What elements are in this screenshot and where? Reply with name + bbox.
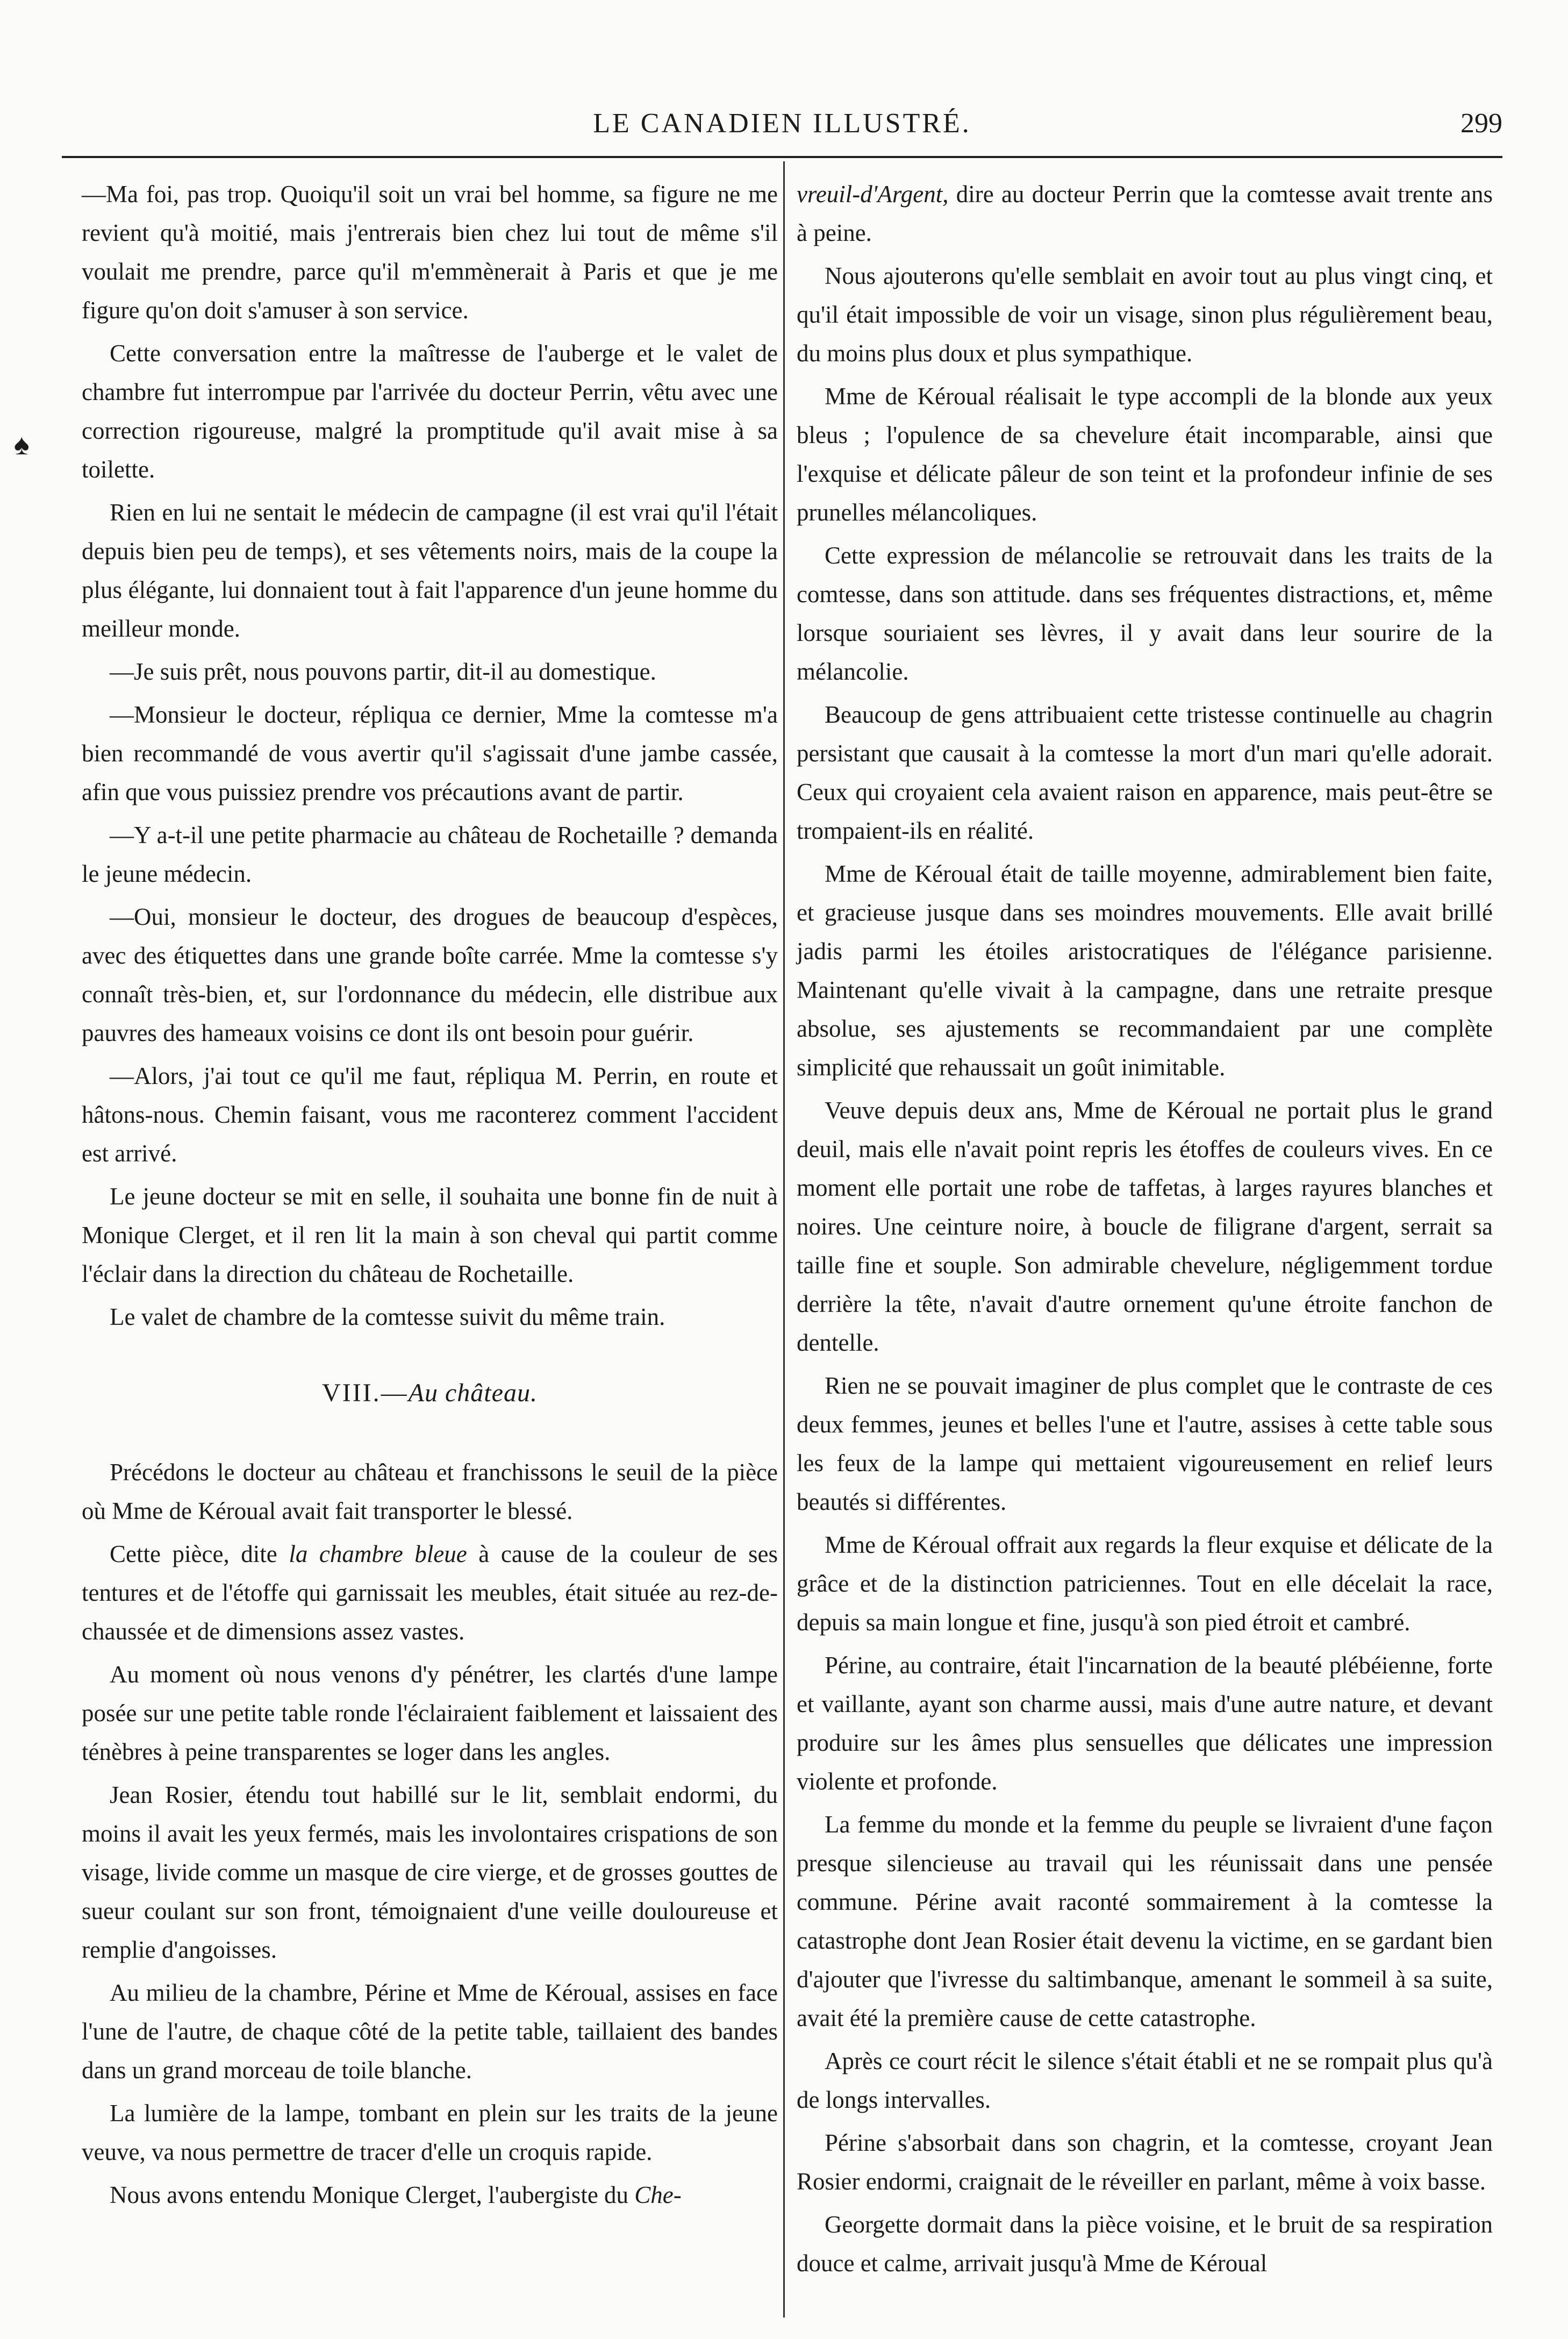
- paragraph: Rien en lui ne sentait le médecin de campagne (il est vrai qu'il l'était depuis bien peu de temps), et ses vêtements noirs, mais de la coupe la plus élégante, lui donnaient tout à fait l'apparence d'un jeune homme du meilleur monde.: [82, 499, 778, 642]
- italic-text: vreuil-d'Argent,: [797, 181, 949, 208]
- paragraph: —Je suis prêt, nous pouvons partir, dit-il au domestique.: [110, 658, 656, 685]
- paragraph: La lumière de la lampe, tombant en plein sur les traits de la jeune veuve, va nous permettre de tracer d'elle un croquis rapide.: [82, 2100, 778, 2165]
- paragraph: Veuve depuis deux ans, Mme de Kéroual ne portait plus le grand deuil, mais elle n'avait point repris les étoffes de couleurs vives. En ce moment elle portait une robe de taffetas, à larges rayures blanches et noires. Une ceinture noire, à boucle de filigrane d'argent, serrait sa taille fine et souple. Son admirable chevelure, négligemment tordue derrière la tête, n'avait d'autre ornement qu'une étroite fanchon de dentelle.: [797, 1097, 1493, 1356]
- paragraph: —Alors, j'ai tout ce qu'il me faut, répliqua M. Perrin, en route et hâtons-nous. Chemin faisant, vous me raconterez comment l'accident est arrivé.: [82, 1062, 778, 1167]
- text-run: dire au docteur Perrin que la comtesse avait trente ans à peine.: [797, 181, 1493, 246]
- paragraph: Le jeune docteur se mit en selle, il souhaita une bonne fin de nuit à Monique Clerget, et il ren lit la main à son cheval qui partit comme l'éclair dans la direction du château de Rochetaille.: [82, 1183, 778, 1287]
- paragraph: [82, 2176, 778, 2214]
- paragraph: Mme de Kéroual était de taille moyenne, admirablement bien faite, et gracieuse jusque dans ses moindres mouvements. Elle avait brillé jadis parmi les étoiles aristocratiques de l'élégance parisienne. Maintenant qu'elle vivait à la campagne, dans une retraite presque absolue, ses ajustements se recommandaient par une complète simplicité que rehaussait un goût inimitable.: [797, 860, 1493, 1081]
- section-title: Au château.: [408, 1379, 538, 1407]
- paragraph: Précédons le docteur au château et franchissons le seuil de la pièce où Mme de Kéroual avait fait transporter le blessé.: [82, 1459, 778, 1524]
- paragraph: —Ma foi, pas trop. Quoiqu'il soit un vrai bel homme, sa figure ne me revient qu'à moitié, mais j'entrerais bien chez lui tout de même s'il voulait me prendre, parce qu'il m'emmènerait à Paris et que je me figure qu'on doit s'amuser à son service.: [82, 181, 778, 324]
- paragraph: Au moment où nous venons d'y pénétrer, les clartés d'une lampe posée sur une petite table ronde l'éclairaient faiblement et laissaient des ténèbres à peine transparentes se loger dans les angles.: [82, 1661, 778, 1765]
- page-number: 299: [1460, 108, 1502, 139]
- left-column: [82, 175, 778, 2214]
- paragraph: [82, 1535, 778, 1651]
- paragraph: La femme du monde et la femme du peuple se livraient d'une façon presque silencieuse au travail qui les réunissait dans une pensée commune. Périne avait raconté sommairement à la comtesse la catastrophe dont Jean Rosier était devenu la victime, en se gardant bien d'ajouter que l'ivresse du saltimbanque, amenant le sommeil à sa suite, avait été la première cause de cette catastrophe.: [797, 1811, 1493, 2031]
- margin-mark: ♠: [14, 429, 30, 461]
- paragraph: Rien ne se pouvait imaginer de plus complet que le contraste de ces deux femmes, jeunes et belles l'une et l'autre, assises à cette table sous les feux de la lampe qui mettaient vigoureusement en relief leurs beautés si différentes.: [797, 1372, 1493, 1515]
- paragraph: Cette conversation entre la maîtresse de l'auberge et le valet de chambre fut interrompue par l'arrivée du docteur Perrin, vêtu avec une correction rigoureuse, malgré la promptitude qu'il avait mise à sa toilette.: [82, 340, 778, 483]
- paragraph: Beaucoup de gens attribuaient cette tristesse continuelle au chagrin persistant que causait à la comtesse la mort d'un mari qu'elle adorait. Ceux qui croyaient cela avaient raison en apparence, mais peut-être se trompaient-ils en réalité.: [797, 701, 1493, 844]
- text-run: à cause de la couleur de ses tentures et de l'étoffe qui garnissait les meubles, était située au rez-de-chaussée et de dimensions assez vastes.: [82, 1541, 778, 1645]
- paragraph: Georgette dormait dans la pièce voisine, et le bruit de sa respiration douce et calme, arrivait jusqu'à Mme de Kéroual: [797, 2211, 1493, 2277]
- header-rule: [62, 156, 1502, 158]
- text-run: Cette pièce, dite: [110, 1541, 289, 1567]
- paragraph: [797, 175, 1493, 252]
- paragraph: Cette expression de mélancolie se retrouvait dans les traits de la comtesse, dans son attitude. dans ses fréquentes distractions, et, même lorsque souriaient ses lèvres, il y avait dans leur sourire de la mélancolie.: [797, 542, 1493, 685]
- paragraph: Le valet de chambre de la comtesse suivit du même train.: [110, 1303, 665, 1330]
- paragraph: Nous ajouterons qu'elle semblait en avoir tout au plus vingt cinq, et qu'il était impossible de voir un visage, sinon plus régulièrement beau, du moins plus doux et plus sympathique.: [797, 262, 1493, 367]
- right-column: [797, 175, 1493, 2283]
- paragraph: —Oui, monsieur le docteur, des drogues de beaucoup d'espèces, avec des étiquettes dans une grande boîte carrée. Mme la comtesse s'y connaît très-bien, et, sur l'ordonnance du médecin, elle distribue aux pauvres des hameaux voisins ce dont ils ont besoin pour guérir.: [82, 903, 778, 1046]
- paragraph: Au milieu de la chambre, Périne et Mme de Kéroual, assises en face l'une de l'autre, de chaque côté de la petite table, taillaient des bandes dans un grand morceau de toile blanche.: [82, 1979, 778, 2084]
- italic-text: Che-: [634, 2181, 682, 2208]
- paragraph: Périne s'absorbait dans son chagrin, et la comtesse, croyant Jean Rosier endormi, craignait de le réveiller en parlant, même à voix basse.: [797, 2129, 1493, 2195]
- column-rule: [783, 161, 785, 2317]
- paragraph: Mme de Kéroual réalisait le type accompli de la blonde aux yeux bleus ; l'opulence de sa chevelure était incomparable, ainsi que l'exquise et délicate pâleur de son teint et la profondeur infinie de ses prunelles mélancoliques.: [797, 383, 1493, 526]
- running-title: LE CANADIEN ILLUSTRÉ.: [593, 108, 971, 139]
- paragraph: Jean Rosier, étendu tout habillé sur le lit, semblait endormi, du moins il avait les yeux fermés, mais les involontaires crispations de son visage, livide comme un masque de cire vierge, et de grosses gouttes de sueur coulant sur son front, témoignaient d'une veille douloureuse et remplie d'angoisses.: [82, 1781, 778, 1963]
- text-run: Nous avons entendu Monique Clerget, l'aubergiste du: [110, 2181, 635, 2208]
- paragraph: —Y a-t-il une petite pharmacie au château de Rochetaille ? demanda le jeune médecin.: [82, 822, 778, 887]
- paragraph: —Monsieur le docteur, répliqua ce dernier, Mme la comtesse m'a bien recommandé de vous avertir qu'il s'agissait d'une jambe cassée, afin que vous puissiez prendre vos précautions avant de partir.: [82, 701, 778, 805]
- section-heading: [82, 1374, 778, 1413]
- paragraph: Périne, au contraire, était l'incarnation de la beauté plébéienne, forte et vaillante, ayant son charme aussi, mais d'une autre nature, et devant produire sur les âmes plus sensuelles que délicates une impression violente et profonde.: [797, 1652, 1493, 1795]
- page-header: [62, 108, 1502, 145]
- paragraph: Après ce court récit le silence s'était établi et ne se rompait plus qu'à de longs intervalles.: [797, 2048, 1493, 2113]
- italic-text: la chambre bleue: [289, 1541, 467, 1567]
- section-number: VIII.—: [322, 1379, 409, 1407]
- paragraph: Mme de Kéroual offrait aux regards la fleur exquise et délicate de la grâce et de la distinction patriciennes. Tout en elle décelait la race, depuis sa main longue et fine, jusqu'à son pied étroit et cambré.: [797, 1531, 1493, 1636]
